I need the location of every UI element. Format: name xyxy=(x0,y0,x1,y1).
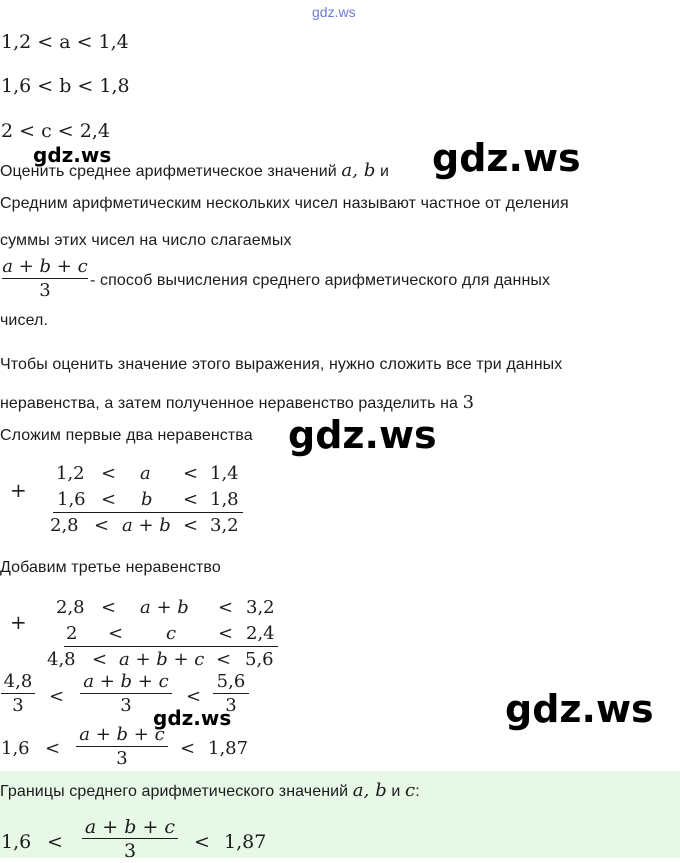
answer-lt-2: < xyxy=(194,831,210,853)
definition-after-fraction: - способ вычисления среднего арифметического для данных xyxy=(90,272,551,289)
answer-vars: a, b xyxy=(352,780,387,801)
method-divisor: 3 xyxy=(462,392,475,413)
step1-row2-mid: b xyxy=(141,489,153,510)
step4-f-den: 3 xyxy=(116,748,128,769)
step3-f1-num: 4,8 xyxy=(3,671,33,692)
step4-f-num: a + b + c xyxy=(79,724,165,745)
step4-lt-1: < xyxy=(45,738,61,759)
method-line-2 xyxy=(0,392,474,413)
step1-row3-left: 2,8 xyxy=(50,515,79,536)
step1-sum-line xyxy=(53,512,243,513)
watermark-large-1: gdz.ws xyxy=(432,136,581,180)
step1-row1-mid: a xyxy=(140,463,151,484)
definition-fraction xyxy=(2,256,88,303)
step1-row1-left: 1,2 xyxy=(56,463,85,484)
given-line-1: 1,2 < a < 1,4 xyxy=(1,31,129,53)
watermark-large-3: gdz.ws xyxy=(505,687,654,731)
answer-left: 1,6 xyxy=(1,831,32,853)
step1-row1-op1: < xyxy=(101,463,117,484)
answer-var-c: c xyxy=(405,780,416,801)
step1-row2-left: 1,6 xyxy=(57,489,86,510)
task-vars: a, b xyxy=(341,160,376,181)
step3-f2-den: 3 xyxy=(120,695,132,716)
step3-f2-num: a + b + c xyxy=(83,671,169,692)
watermark-top: gdz.ws xyxy=(312,4,356,20)
step2-row1-op1: < xyxy=(101,597,117,618)
step1-label: Сложим первые два неравенства xyxy=(0,427,253,444)
step2-plus: + xyxy=(10,610,27,634)
step2-row3-mid: a + b + c xyxy=(119,649,205,670)
step2-row3-op1: < xyxy=(92,649,108,670)
step3-lt-1: < xyxy=(49,686,65,707)
step2-row3-left: 4,8 xyxy=(47,649,76,670)
step2-row1-left: 2,8 xyxy=(56,597,85,618)
step2-label: Добавим третье неравенство xyxy=(0,559,221,576)
step2-row2-right: 2,4 xyxy=(246,623,275,644)
step4-fraction xyxy=(76,724,168,771)
answer-mid: и xyxy=(386,783,406,800)
answer-line xyxy=(0,780,420,801)
watermark-small-1: gdz.ws xyxy=(33,143,112,167)
step1-row3-mid: a + b xyxy=(122,515,171,536)
step4-left: 1,6 xyxy=(1,738,30,759)
task-prefix: Оценить среднее арифметическое значений xyxy=(0,163,342,180)
answer-fraction xyxy=(82,816,178,863)
step2-row2-left: 2 xyxy=(66,623,78,644)
definition-line-2: суммы этих чисел на число слагаемых xyxy=(0,232,292,249)
step1-row3-op2: < xyxy=(183,515,199,536)
step3-lt-2: < xyxy=(186,686,202,707)
step1-plus: + xyxy=(10,478,27,502)
given-line-2: 1,6 < b < 1,8 xyxy=(1,75,130,97)
watermark-small-2: gdz.ws xyxy=(153,706,232,730)
step3-f1-den: 3 xyxy=(12,695,24,716)
step1-row1-right: 1,4 xyxy=(210,463,239,484)
step3-fraction-left xyxy=(1,671,35,718)
step2-row1-right: 3,2 xyxy=(246,597,275,618)
answer-right: 1,87 xyxy=(224,831,267,853)
answer-prefix: Границы среднего арифметического значений xyxy=(0,783,353,800)
answer-lt-1: < xyxy=(47,831,63,853)
definition-frac-den: 3 xyxy=(39,280,51,301)
answer-colon: : xyxy=(415,783,420,800)
step1-row2-op1: < xyxy=(101,489,117,510)
answer-f-den: 3 xyxy=(123,840,137,862)
step2-row2-op1: < xyxy=(108,623,124,644)
step3-f3-num: 5,6 xyxy=(216,671,246,692)
step1-row3-op1: < xyxy=(94,515,110,536)
step1-row1-op2: < xyxy=(183,463,199,484)
given-line-3: 2 < c < 2,4 xyxy=(1,120,110,142)
step1-row2-right: 1,8 xyxy=(210,489,239,510)
step2-row1-mid: a + b xyxy=(140,597,189,618)
step2-row1-op2: < xyxy=(218,597,234,618)
method-line-2-text: неравенства, а затем полученное неравенство разделить на xyxy=(0,395,463,412)
task-suffix: и xyxy=(375,163,390,180)
method-line-1: Чтобы оценить значение этого выражения, нужно сложить все три данных xyxy=(0,356,563,373)
step3-f3-den: 3 xyxy=(225,695,237,716)
step4-lt-2: < xyxy=(180,738,196,759)
step2-row3-right: 5,6 xyxy=(245,649,274,670)
watermark-large-2: gdz.ws xyxy=(288,413,437,457)
step2-row2-op2: < xyxy=(218,623,234,644)
definition-frac-num: a + b + c xyxy=(2,256,88,277)
step2-sum-line xyxy=(64,646,278,647)
step1-row2-op2: < xyxy=(183,489,199,510)
definition-line-4: чисел. xyxy=(0,312,49,329)
step1-row3-right: 3,2 xyxy=(210,515,239,536)
answer-f-num: a + b + c xyxy=(84,816,176,838)
step2-row2-mid: c xyxy=(166,623,177,644)
definition-line-1: Средним арифметическим нескольких чисел называют частное от деления xyxy=(0,195,569,212)
step4-right: 1,87 xyxy=(208,738,249,759)
step2-row3-op2: < xyxy=(216,649,232,670)
